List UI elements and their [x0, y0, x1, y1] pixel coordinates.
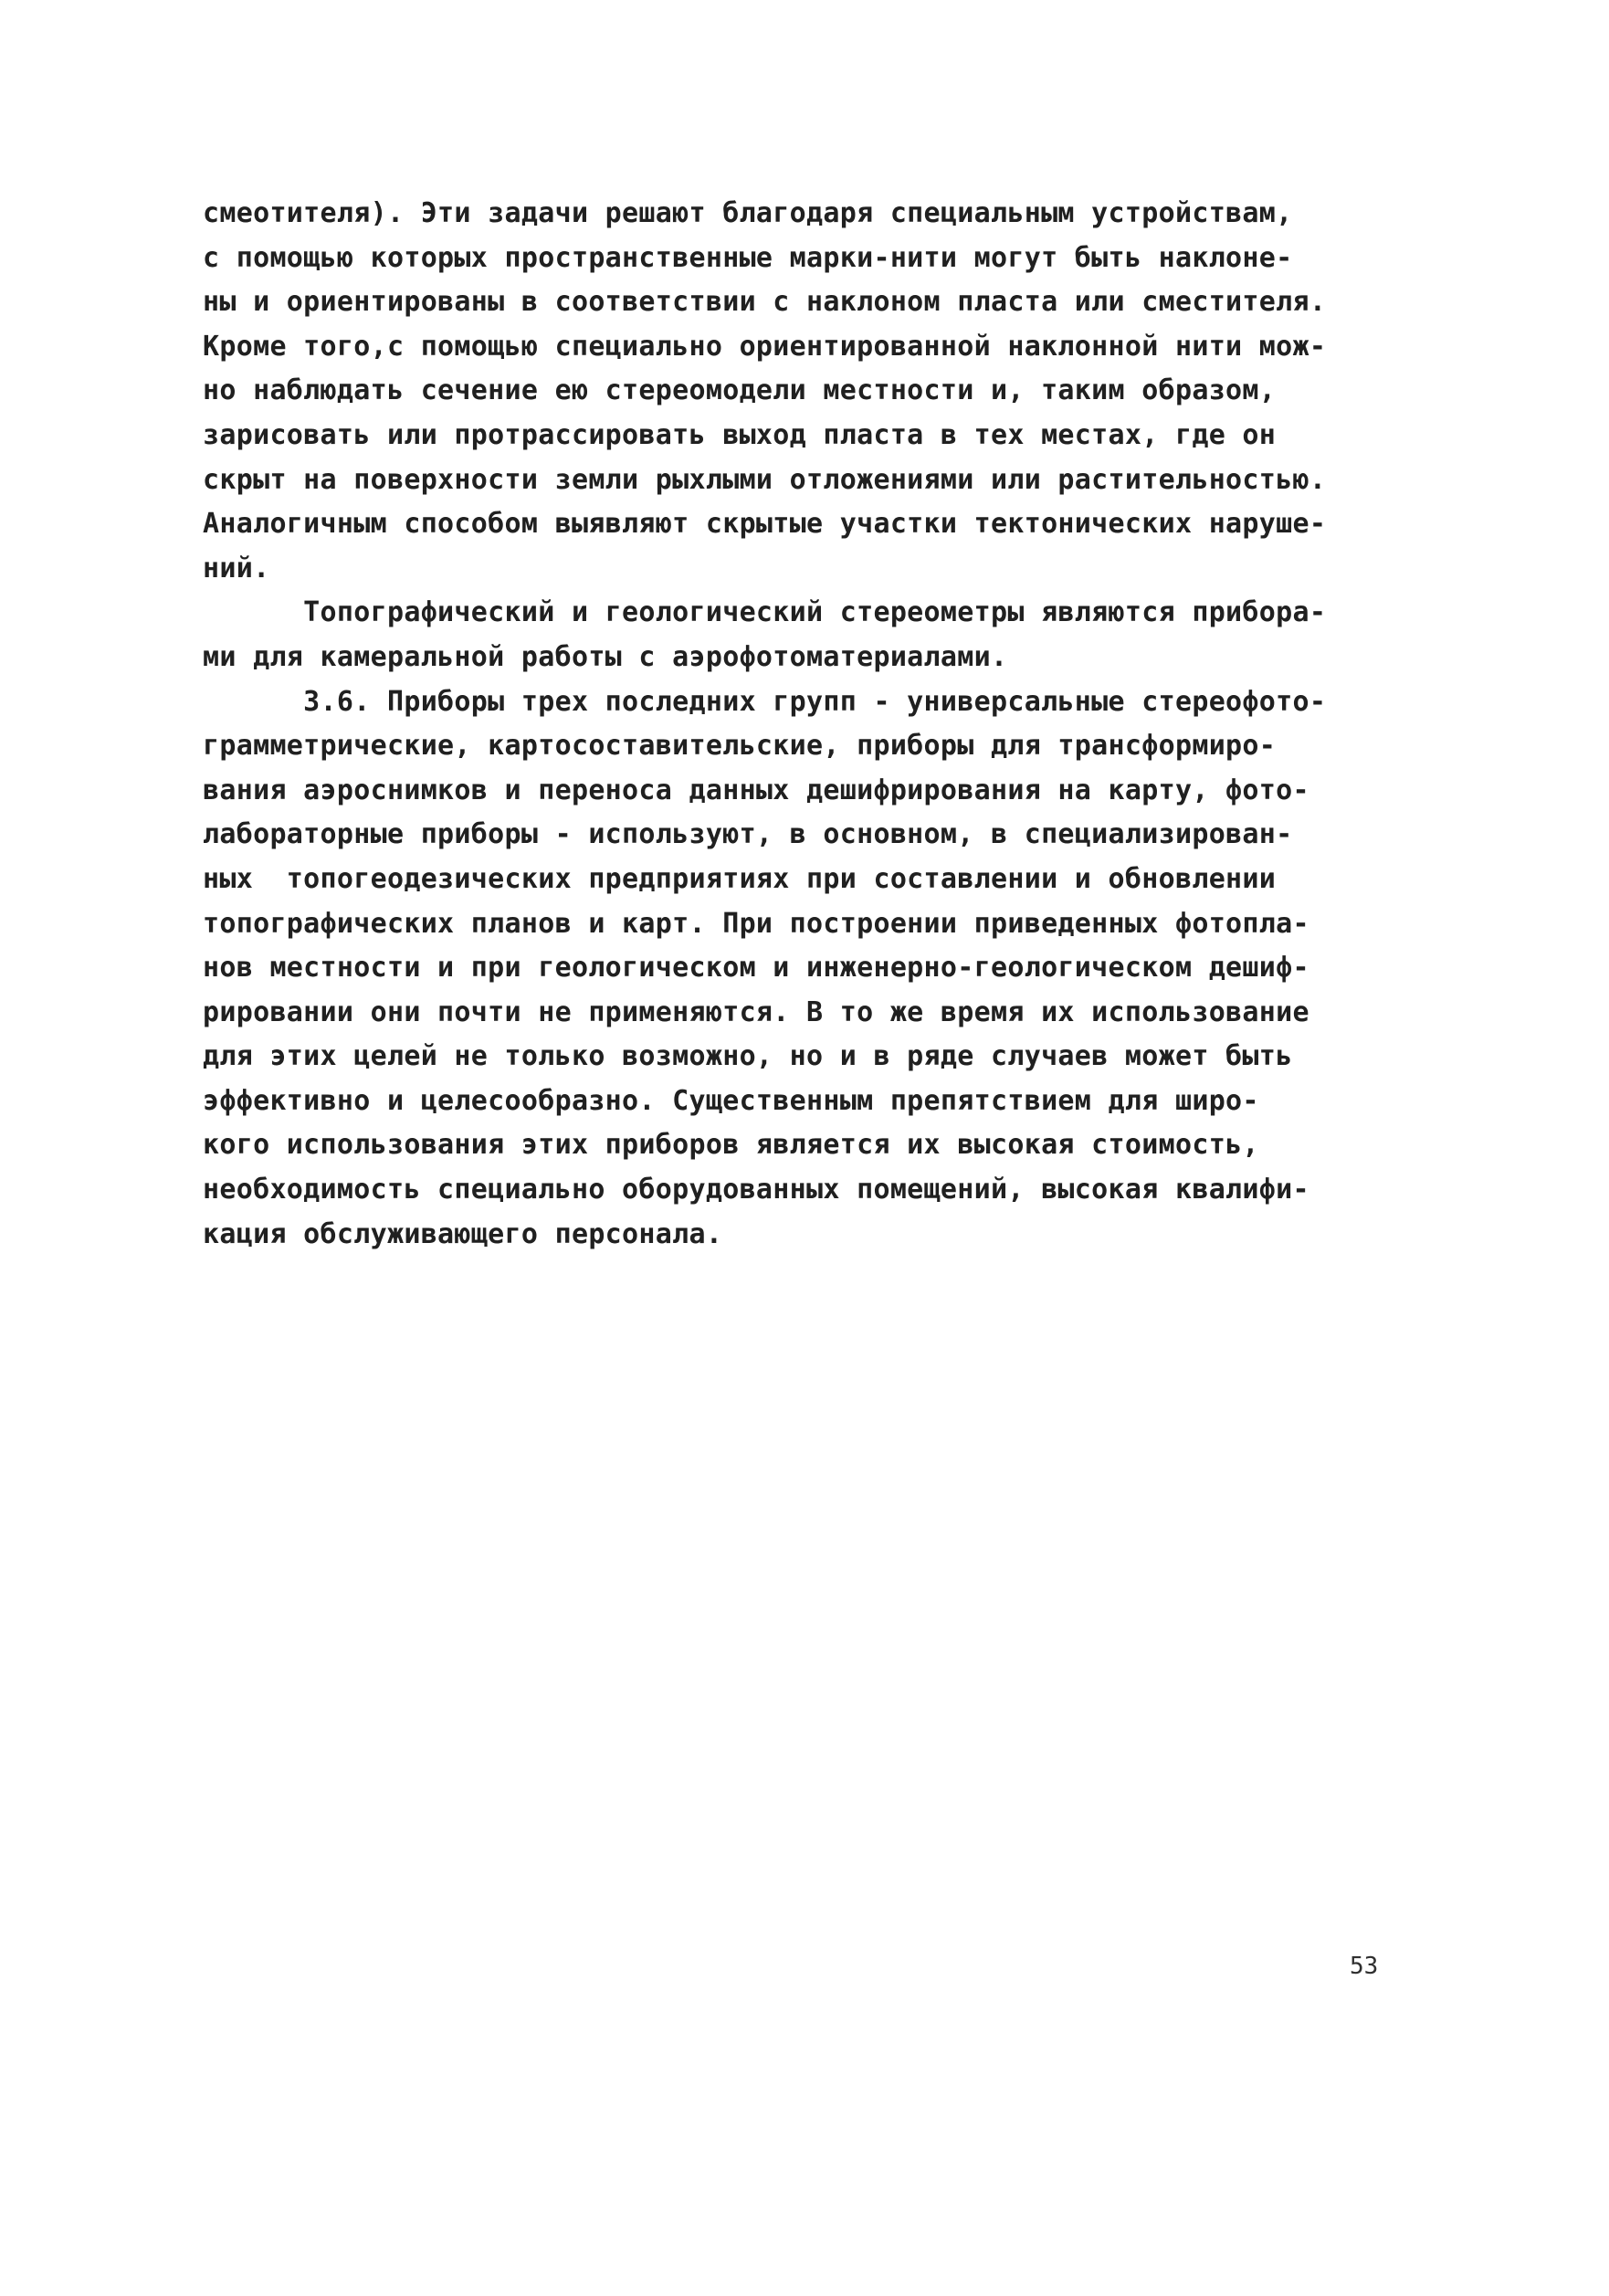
- text-line: нов местности и при геологическом и инженерно-геологическом дешиф-: [203, 952, 1309, 985]
- text-line: эффективно и целесообразно. Существенным препятствием для широ-: [203, 1084, 1259, 1117]
- text-line: но наблюдать сечение ею стереомодели местности и, таким образом,: [203, 374, 1277, 407]
- text-line: ми для камеральной работы с аэрофотоматериалами.: [203, 640, 1008, 673]
- text-line: для этих целей не только возможно, но и в ряде случаев может быть: [203, 1040, 1293, 1073]
- body-text: [203, 192, 1481, 1257]
- text-line: с помощью которых пространственные марки-нити могут быть наклоне-: [203, 241, 1293, 274]
- text-line: кого использования этих приборов является их высокая стоимость,: [203, 1129, 1259, 1162]
- text-line: 3.6. Приборы трех последних групп - универсальные стереофото-: [203, 685, 1327, 718]
- text-line: ных топогеодезических предприятиях при составлении и обновлении: [203, 862, 1277, 895]
- text-line: кация обслуживающего персонала.: [203, 1217, 723, 1250]
- text-line: лабораторные приборы - используют, в основном, в специализирован-: [203, 818, 1293, 851]
- text-line: зарисовать или протрассировать выход пласта в тех местах, где он: [203, 418, 1277, 451]
- text-line: Топографический и геологический стереометры являются прибора-: [203, 596, 1327, 629]
- text-line: топографических планов и карт. При построении приведенных фотопла-: [203, 907, 1309, 940]
- text-line: скрыт на поверхности земли рыхлыми отложениями или растительностью.: [203, 463, 1327, 496]
- text-line: ний.: [203, 552, 270, 585]
- text-line: необходимость специально оборудованных помещений, высокая квалифи-: [203, 1174, 1309, 1206]
- text-line: грамметрические, картосоставительские, приборы для трансформиро-: [203, 730, 1277, 763]
- text-line: Аналогичным способом выявляют скрытые участки тектонических наруше-: [203, 508, 1327, 541]
- text-line: Кроме того,с помощью специально ориентированной наклонной нити мож-: [203, 330, 1327, 363]
- text-line: рировании они почти не применяются. В то же время их использование: [203, 995, 1309, 1028]
- text-line: вания аэроснимков и переноса данных дешифрирования на карту, фото-: [203, 774, 1309, 806]
- page-number: 53: [1350, 1953, 1379, 1980]
- text-line: смеотителя). Эти задачи решают благодаря специальным устройствам,: [203, 197, 1293, 229]
- text-line: ны и ориентированы в соответствии с наклоном пласта или сместителя.: [203, 286, 1327, 319]
